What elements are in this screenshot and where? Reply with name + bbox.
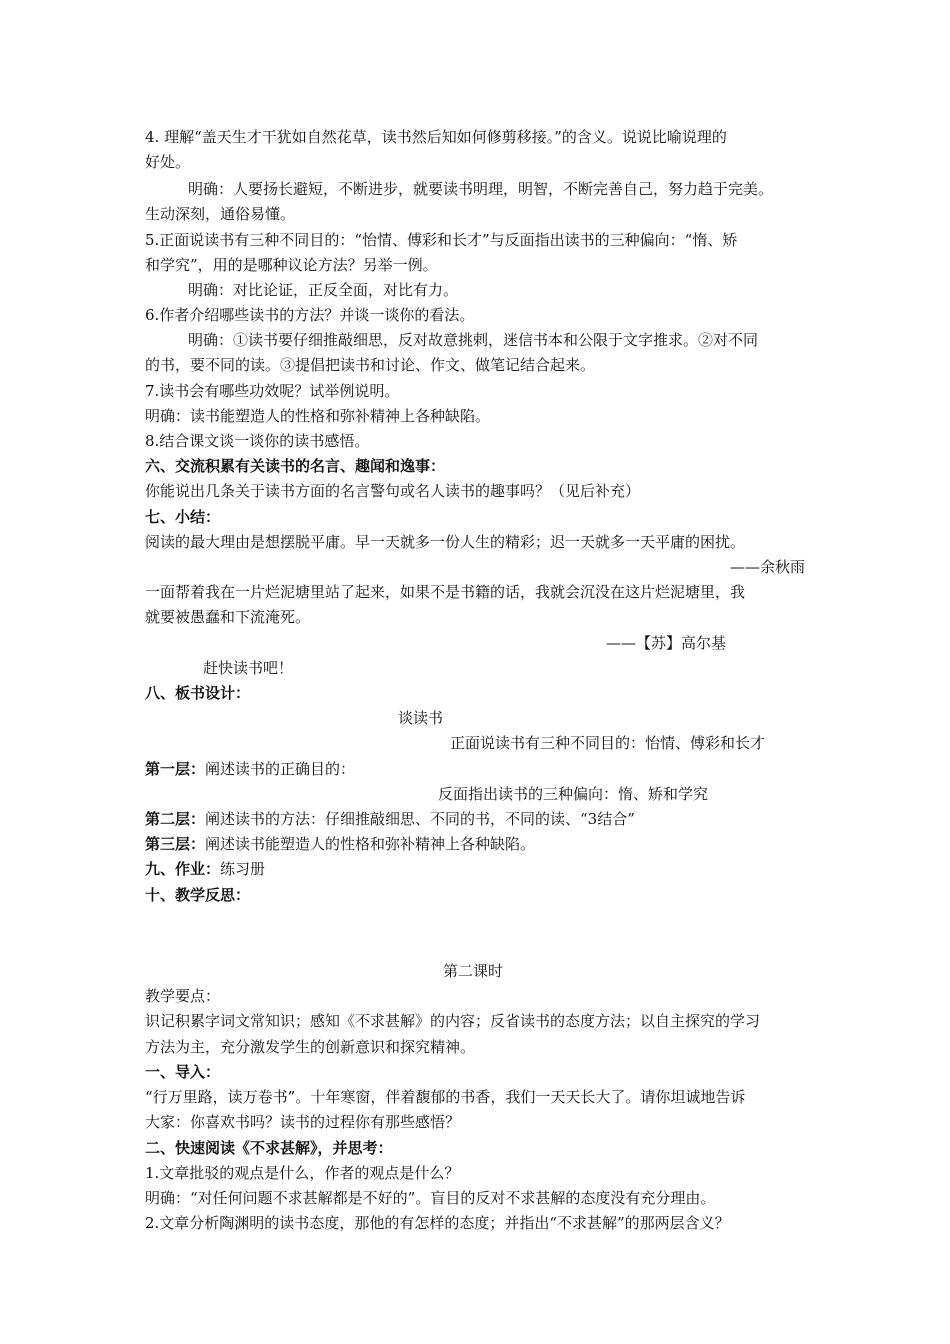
board-title: 谈读书 <box>398 709 444 727</box>
q5-line-2: 和学究”，用的是哪种议论方法？另举一例。 <box>145 256 438 274</box>
key-points-label: 教学要点： <box>145 987 221 1005</box>
quote-1: 阅读的最大理由是想摆脱平庸。早一天就多一份人生的精彩；迟一天就多一天平庸的困扰。 <box>145 533 746 551</box>
board-negative-tendencies: 反面指出读书的三种偏向：惰、矫和学究 <box>438 785 709 803</box>
q8: 8.结合课文谈一谈你的读书感悟。 <box>145 432 370 450</box>
layer-1-label: 第一层： <box>145 760 206 778</box>
section-9-text: 练习册 <box>220 860 266 878</box>
board-layer-2 <box>145 806 635 832</box>
q6-answer-line-1: 明确：①读书要仔细推敲细思，反对故意挑剌，迷信书本和公限于文字推求。②对不同 <box>188 331 759 349</box>
layer-1-text: 阐述读书的正确目的： <box>205 760 356 778</box>
key-points-line-2: 方法为主，充分激发学生的创新意识和探究精神。 <box>145 1038 476 1056</box>
q7: 7.读书会有哪些功效呢？试举例说明。 <box>145 382 400 400</box>
intro-heading: 一、导入： <box>145 1063 221 1081</box>
board-layer-1 <box>145 756 355 782</box>
section-8-heading: 八、板书设计： <box>145 684 251 702</box>
key-points-line-1: 识记积累字词文常知识；感知《不求甚解》的内容；反省读书的态度方法；以自主探究的学习 <box>145 1012 761 1030</box>
quote-2-author: ——【苏】高尔基 <box>606 634 727 652</box>
quote-2-line-2: 就要被愚蠢和下流淹死。 <box>145 608 311 626</box>
section-6-heading: 六、交流积累有关读书的名言、趣闻和逸事： <box>145 457 446 475</box>
layer-3-text: 阐述读书能塑造人的性格和弥补精神上各种缺陷。 <box>205 835 536 853</box>
q7-answer: 明确：读书能塑造人的性格和弥补精神上各种缺陷。 <box>145 407 491 425</box>
section-6-text: 你能说出几条关于读书方面的名言警句或名人读书的趣事吗？（见后补充） <box>145 482 641 500</box>
section-10-heading: 十、教学反思： <box>145 886 251 904</box>
quick-read-heading: 二、快速阅读《不求甚解》，并思考： <box>145 1139 393 1157</box>
quote-2-line-1: 一面帮着我在一片烂泥塘里站了起来，如果不是书籍的话，我就会沉没在这片烂泥塘里，我 <box>145 583 746 601</box>
intro-line-1: “行万里路，读万卷书”。十年寒窗，伴着馥郁的书香，我们一天天长大了。请你坦诚地告诉 <box>145 1088 746 1106</box>
quote-1-author: ——余秋雨 <box>729 558 805 576</box>
lesson-2-title: 第二课时 <box>443 962 504 980</box>
q4-answer-line-2: 生动深刻，通俗易懂。 <box>145 205 296 223</box>
reading-q1: 1.文章批驳的观点是什么，作者的观点是什么？ <box>145 1164 460 1182</box>
layer-2-text: 阐述读书的方法：仔细推敲细思、不同的书，不同的读、“3结合” <box>205 810 635 828</box>
layer-2-label: 第二层： <box>145 810 206 828</box>
q5-line-1: 5.正面说读书有三种不同目的：“怡情、傅彩和长才”与反面指出读书的三种偏向：“惰、矫 <box>145 231 738 249</box>
board-layer-3 <box>145 831 535 857</box>
q4-line-2: 好处。 <box>145 153 191 171</box>
reading-q1-answer: 明确：“对任何问题不求甚解都是不好的”。盲目的反对不求甚解的态度没有充分理由。 <box>145 1189 716 1207</box>
q4-answer-line-1: 明确：人要扬长避短，不断进步，就要读书明理，明智，不断完善自己，努力趋于完美。 <box>188 180 774 198</box>
q6: 6.作者介绍哪些读书的方法？并谈一谈你的看法。 <box>145 306 475 324</box>
q4-line-1: 4. 理解“盖天生才干犹如自然花草，读书然后知如何修剪移接。”的含义。说说比喻说理的 <box>145 128 727 146</box>
reading-q2: 2.文章分析陶渊明的读书态度，那他的有怎样的态度；并指出“不求甚解”的那两层含义？ <box>145 1214 730 1232</box>
intro-line-2: 大家：你喜欢书吗？读书的过程你有那些感悟？ <box>145 1113 461 1131</box>
section-7-heading: 七、小结： <box>145 508 221 526</box>
section-9 <box>145 856 265 882</box>
layer-3-label: 第三层： <box>145 835 206 853</box>
q6-answer-line-2: 的书，要不同的读。③提倡把读书和讨论、作文、做笔记结合起来。 <box>145 356 596 374</box>
section-9-label: 九、作业： <box>145 860 221 878</box>
board-positive-purposes: 正面说读书有三种不同目的：怡情、傅彩和长才 <box>450 734 766 752</box>
q5-answer: 明确：对比论证，正反全面，对比有力。 <box>188 281 459 299</box>
exhortation: 赶快读书吧！ <box>203 659 294 677</box>
